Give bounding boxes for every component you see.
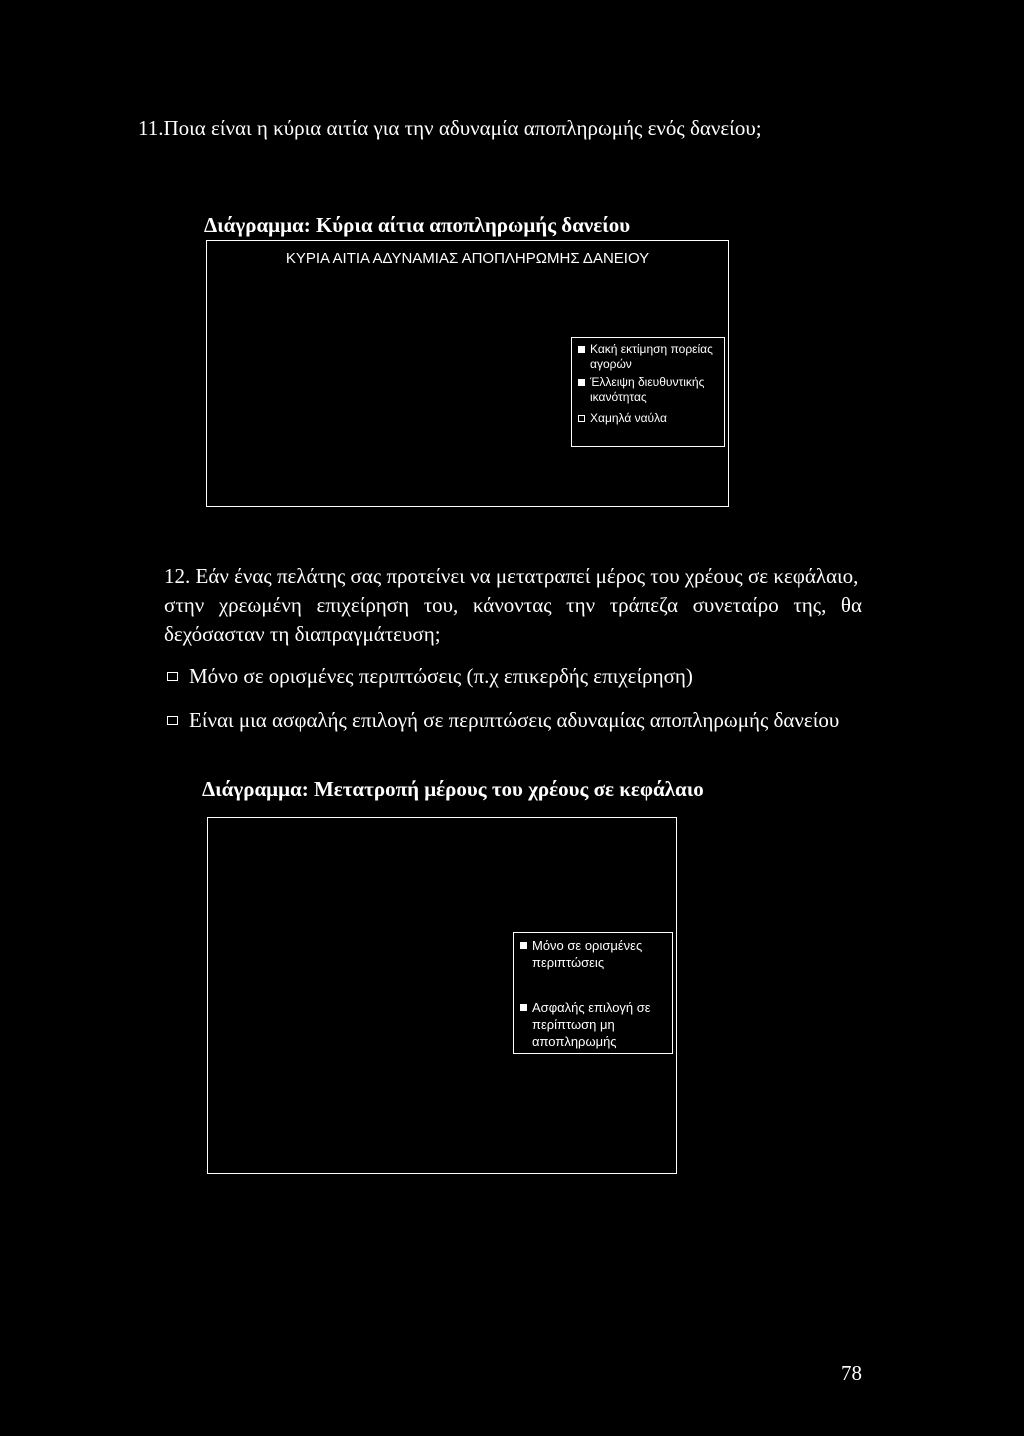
legend-marker-icon	[578, 415, 585, 422]
option-label: Μόνο σε ορισμένες περιπτώσεις (π.χ επικερδής επιχείρηση)	[189, 664, 693, 688]
option-label: Είναι μια ασφαλής επιλογή σε περιπτώσεις αδυναμίας αποπληρωμής δανείου	[189, 708, 840, 732]
legend-label: περίπτωση μη	[532, 1017, 615, 1032]
checkbox-icon	[167, 716, 178, 725]
legend-marker-icon	[520, 942, 527, 949]
question-12-line: στην χρεωμένη επιχείρηση του, κάνοντας την τράπεζα συνεταίρο της, θα	[164, 593, 862, 617]
legend-label: Μόνο σε ορισμένες	[532, 938, 643, 953]
legend-label: Έλλειψη διευθυντικής	[590, 375, 705, 389]
legend-label: περιπτώσεις	[532, 955, 605, 970]
chart1-legend-item	[578, 375, 720, 405]
question-12-line: δεχόσασταν τη διαπραγμάτευση;	[164, 622, 441, 646]
legend-marker-icon	[578, 346, 585, 353]
chart2-legend-item	[520, 999, 668, 1050]
option-2	[167, 707, 839, 733]
question-12	[164, 562, 862, 649]
question-12-line: 12. Εάν ένας πελάτης σας προτείνει να μετατραπεί μέρος του χρέους σε κεφάλαιο,	[164, 564, 859, 588]
option-1	[167, 663, 693, 689]
chart1-legend	[571, 337, 725, 447]
chart1-legend-item	[578, 411, 720, 426]
legend-label: Χαμηλά ναύλα	[590, 411, 667, 425]
chart2-caption: Διάγραμμα: Μετατροπή μέρους του χρέους σε κεφάλαιο	[202, 777, 704, 801]
page-number: 78	[841, 1361, 862, 1385]
legend-label: αγορών	[590, 357, 632, 371]
legend-label: Ασφαλής επιλογή σε	[532, 1000, 651, 1015]
legend-marker-icon	[520, 1004, 527, 1011]
chart2-legend	[513, 932, 673, 1054]
legend-marker-icon	[578, 379, 585, 386]
legend-label: αποπληρωμής	[532, 1034, 617, 1049]
question-11: 11.Ποια είναι η κύρια αιτία για την αδυναμία αποπληρωμής ενός δανείου;	[138, 116, 762, 140]
chart1-caption: Διάγραμμα: Κύρια αίτια αποπληρωμής δανείου	[204, 213, 631, 237]
legend-label: Κακή εκτίμηση πορείας	[590, 342, 713, 356]
chart1-title: ΚΥΡΙΑ ΑΙΤΙΑ ΑΔΥΝΑΜΙΑΣ ΑΠΟΠΛΗΡΩΜΗΣ ΔΑΝΕΙΟΥ	[285, 250, 650, 267]
checkbox-icon	[167, 672, 178, 681]
chart2-legend-item	[520, 937, 668, 971]
legend-label: ικανότητας	[590, 390, 647, 404]
chart1-legend-item	[578, 342, 720, 372]
